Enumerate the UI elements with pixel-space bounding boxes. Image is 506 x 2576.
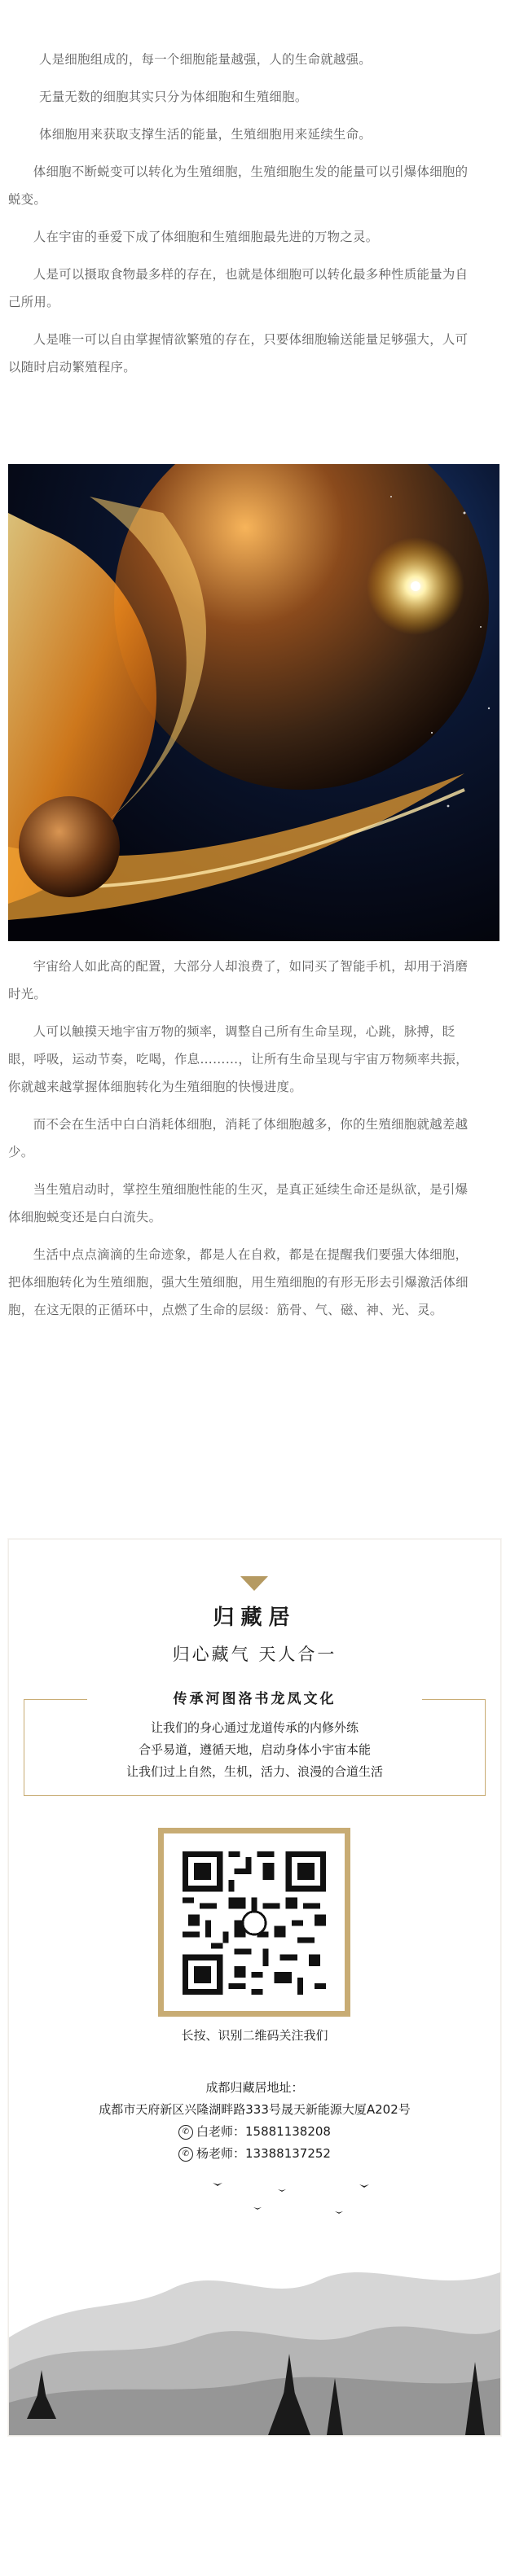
contact-text: 白老师：15881138208: [196, 2124, 331, 2139]
intro-line: 让我们的身心通过龙道传承的内修外练: [150, 1720, 359, 1735]
paragraph: 体细胞不断蜕变可以转化为生殖细胞，生殖细胞生发的能量可以引爆体细胞的蜕变。: [8, 164, 469, 207]
qr-caption: 长按、识别二维码关注我们: [181, 2028, 328, 2043]
paragraph: 当生殖启动时，掌控生殖细胞性能的生灭，是真正延续生命还是纵欲，是引爆体细胞蜕变还是白白流失。: [8, 1182, 469, 1224]
intro-text: [9, 1717, 500, 1783]
intro-line: 让我们过上自然，生机，活力、浪漫的合道生活: [125, 1764, 383, 1779]
paragraph: 而不会在生活中白白消耗体细胞，消耗了体细胞越多，你的生殖细胞就越差越少。: [8, 1117, 469, 1159]
planets-illustration: [8, 464, 499, 941]
birds: [213, 2183, 369, 2214]
paragraph: 人是细胞组成的，每一个细胞能量越强，人的生命就越强。: [39, 52, 372, 67]
paragraph: 体细胞用来获取支撑生活的能量，生殖细胞用来延续生命。: [39, 127, 372, 142]
address-text: 成都市天府新区兴隆湖畔路333号晟天新能源大厦A202号: [99, 2102, 411, 2117]
contact-row[interactable]: [9, 2121, 500, 2143]
ink-landscape-illustration: [9, 2175, 500, 2435]
phone-icon: ✆: [178, 2147, 193, 2162]
paragraph: 生活中点点滴滴的生命迹象，都是人在自救，都是在提醒我们要强大体细胞，把体细胞转化为生殖细胞，强大生殖细胞，用生殖细胞的有形无形去引爆激活体细胞，在这无限的正循环中，点燃了生命的层级：筋骨、气、磁、神、光、灵。: [8, 1247, 469, 1317]
address-label: 成都归藏居地址：: [205, 2080, 304, 2095]
paragraph: 人可以触摸天地宇宙万物的频率，调整自己所有生命呈现，心跳，脉搏，眨眼，呼吸，运动节奏，吃喝，作息………，让所有生命呈现与宇宙万物频率共振，你就越来越掌握体细胞转化为生殖细胞的快慢进度。: [8, 1024, 469, 1094]
qr-code-icon: [182, 1851, 327, 1995]
address-block: [9, 2077, 500, 2165]
article-top: [0, 0, 506, 381]
triangle-marker-icon: [240, 1576, 268, 1591]
brand-card: [8, 1539, 501, 2436]
brand-title: 归藏居: [213, 1606, 297, 1630]
paragraph: 宇宙给人如此高的配置，大部分人却浪费了，如同买了智能手机，却用于消磨时光。: [8, 959, 469, 1001]
cosmic-planets-image: [8, 464, 499, 941]
paragraph: 无量无数的细胞其实只分为体细胞和生殖细胞。: [39, 90, 308, 104]
frame-title: 传承河图洛书龙凤文化: [173, 1691, 337, 1707]
paragraph: 人是唯一可以自由掌握情欲繁殖的存在，只要体细胞输送能量足够强大，人可以随时启动繁殖程序。: [8, 332, 469, 375]
paragraph: 人是可以摄取食物最多样的存在，也就是体细胞可以转化最多种性质能量为自己所用。: [8, 267, 469, 309]
paragraph: 人在宇宙的垂爱下成了体细胞和生殖细胞最先进的万物之灵。: [33, 230, 379, 244]
intro-line: 合乎易道，遵循天地，启动身体小宇宙本能: [138, 1742, 371, 1757]
phone-icon: ✆: [178, 2125, 193, 2140]
contact-text: 杨老师：13388137252: [196, 2146, 331, 2161]
qr-code-frame[interactable]: [158, 1828, 350, 2017]
article-bottom: [0, 953, 506, 1324]
contact-row[interactable]: [9, 2143, 500, 2165]
brand-slogan: 归心藏气 天人合一: [172, 1645, 337, 1664]
